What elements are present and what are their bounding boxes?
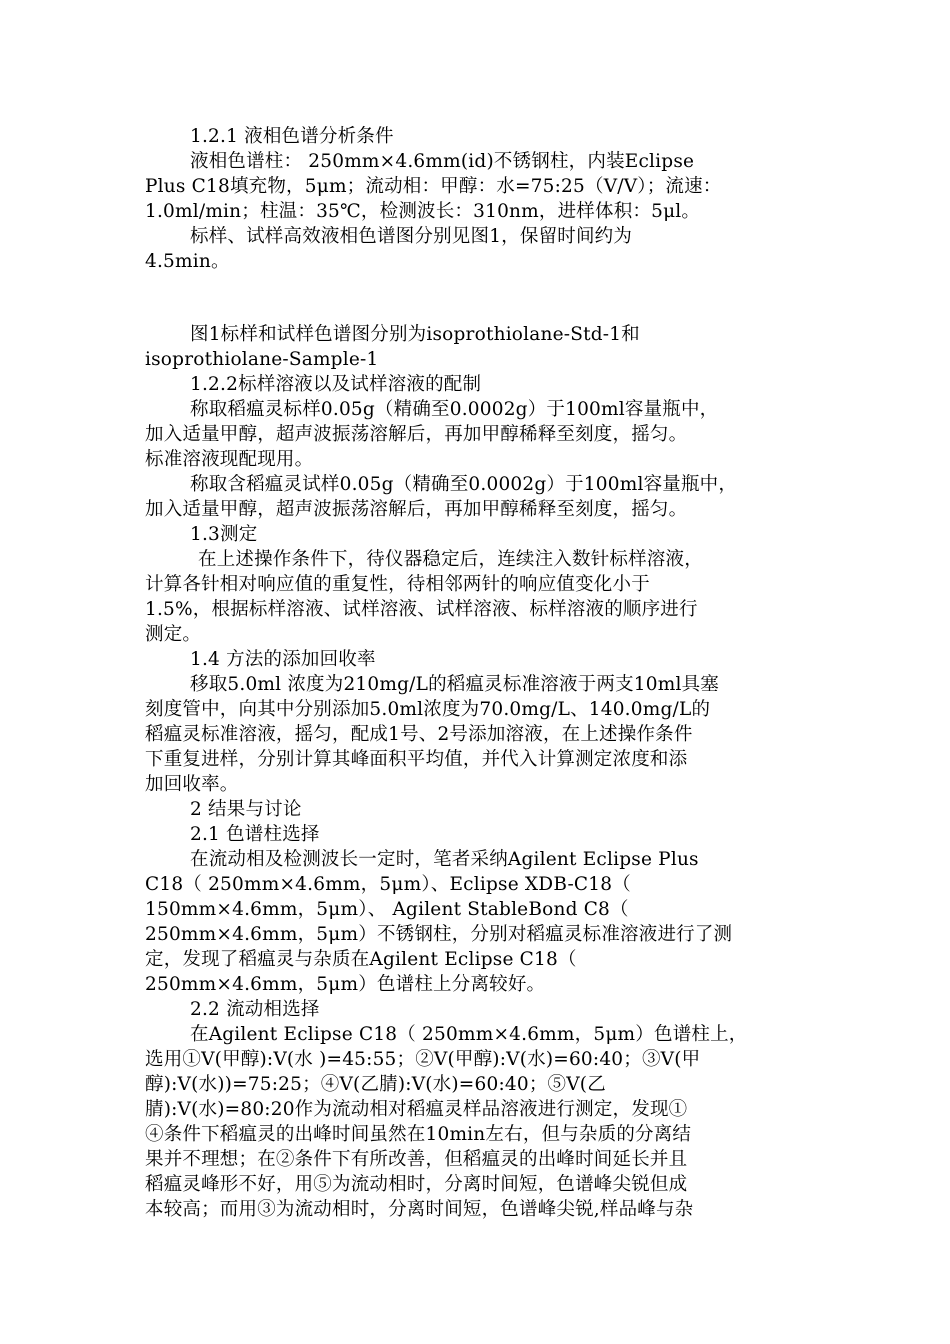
text-line: C18（ 250mm×4.6mm，5μm）、Eclipse XDB-C18（ — [145, 874, 631, 895]
text-line: 4.5min。 — [145, 251, 230, 272]
text-line: 在Agilent Eclipse C18（ 250mm×4.6mm，5μm）色谱柱上， — [190, 1024, 748, 1045]
text-line: 下重复进样，分别计算其峰面积平均值，并代入计算测定浓度和添 — [145, 749, 688, 770]
heading-1-2-2: 1.2.2标样溶液以及试样溶液的配制 — [190, 374, 482, 395]
text-line: 移取5.0ml 浓度为210mg/L的稻瘟灵标准溶液于两支10ml具塞 — [190, 674, 719, 695]
heading-1-4: 1.4 方法的添加回收率 — [190, 649, 376, 670]
text-line: 稻瘟灵峰形不好，用⑤为流动相时，分离时间短，色谱峰尖锐但成 — [145, 1174, 688, 1195]
heading-2-1: 2.1 色谱柱选择 — [190, 824, 320, 845]
text-line: 150mm×4.6mm，5μm）、 Agilent StableBond C8（ — [145, 899, 629, 920]
text-line: 测定。 — [145, 624, 202, 645]
figure-caption: 图1标样和试样色谱图分别为isoprothiolane-Std-1和 — [190, 324, 640, 345]
text-line: 选用①V(甲醇):V(水 )=45:55；②V(甲醇):V(水)=60:40；③V(甲 — [145, 1049, 701, 1070]
text-line: 稻瘟灵标准溶液，摇匀，配成1号、2号添加溶液，在上述操作条件 — [145, 724, 693, 745]
text-line: 定，发现了稻瘟灵与杂质在Agilent Eclipse C18（ — [145, 949, 577, 970]
text-line: 加入适量甲醇，超声波振荡溶解后，再加甲醇稀释至刻度，摇匀。 — [145, 499, 688, 520]
text-line: 称取含稻瘟灵试样0.05g（精确至0.0002g）于100ml容量瓶中， — [190, 474, 738, 495]
figure-caption: isoprothiolane-Sample-1 — [145, 349, 379, 370]
text-line: 称取稻瘟灵标样0.05g（精确至0.0002g）于100ml容量瓶中， — [190, 399, 719, 420]
heading-2-2: 2.2 流动相选择 — [190, 999, 320, 1020]
text-line: 计算各针相对响应值的重复性，待相邻两针的响应值变化小于 — [145, 574, 650, 595]
text-line: ④条件下稻瘟灵的出峰时间虽然在10min左右，但与杂质的分离结 — [145, 1124, 692, 1145]
text-line: 本较高；而用③为流动相时，分离时间短，色谱峰尖锐,样品峰与杂 — [145, 1199, 694, 1220]
text-line: 在流动相及检测波长一定时，笔者采纳Agilent Eclipse Plus — [190, 849, 699, 870]
heading-2: 2 结果与讨论 — [190, 799, 302, 820]
text-line: 标样、试样高效液相色谱图分别见图1，保留时间约为 — [190, 226, 633, 247]
text-line: 1.0ml/min；柱温：35℃，检测波长：310nm，进样体积：5μl。 — [145, 201, 701, 222]
heading-1-2-1: 1.2.1 液相色谱分析条件 — [190, 126, 394, 147]
text-line: 在上述操作条件下，待仪器稳定后，连续注入数针标样溶液， — [198, 549, 703, 570]
text-line: 刻度管中，向其中分别添加5.0ml浓度为70.0mg/L、140.0mg/L的 — [145, 699, 711, 720]
heading-1-3: 1.3测定 — [190, 524, 258, 545]
text-line: 醇):V(水))=75:25；④V(乙腈):V(水)=60:40；⑤V(乙 — [145, 1074, 606, 1095]
text-line: 加回收率。 — [145, 774, 239, 795]
text-line: 250mm×4.6mm，5μm）不锈钢柱，分别对稻瘟灵标准溶液进行了测 — [145, 924, 733, 945]
text-line: Plus C18填充物，5μm；流动相：甲醇：水=75:25（V/V）；流速： — [145, 176, 722, 197]
text-line: 250mm×4.6mm，5μm）色谱柱上分离较好。 — [145, 974, 546, 995]
text-line: 腈):V(水)=80:20作为流动相对稻瘟灵样品溶液进行测定，发现① — [145, 1099, 688, 1120]
text-line: 液相色谱柱： 250mm×4.6mm(id)不锈钢柱，内装Eclipse — [190, 151, 695, 172]
text-line: 1.5%，根据标样溶液、试样溶液、试样溶液、标样溶液的顺序进行 — [145, 599, 698, 620]
text-line: 果并不理想；在②条件下有所改善，但稻瘟灵的出峰时间延长并且 — [145, 1149, 688, 1170]
text-line: 标准溶液现配现用。 — [145, 449, 314, 470]
text-line: 加入适量甲醇，超声波振荡溶解后，再加甲醇稀释至刻度，摇匀。 — [145, 424, 688, 445]
